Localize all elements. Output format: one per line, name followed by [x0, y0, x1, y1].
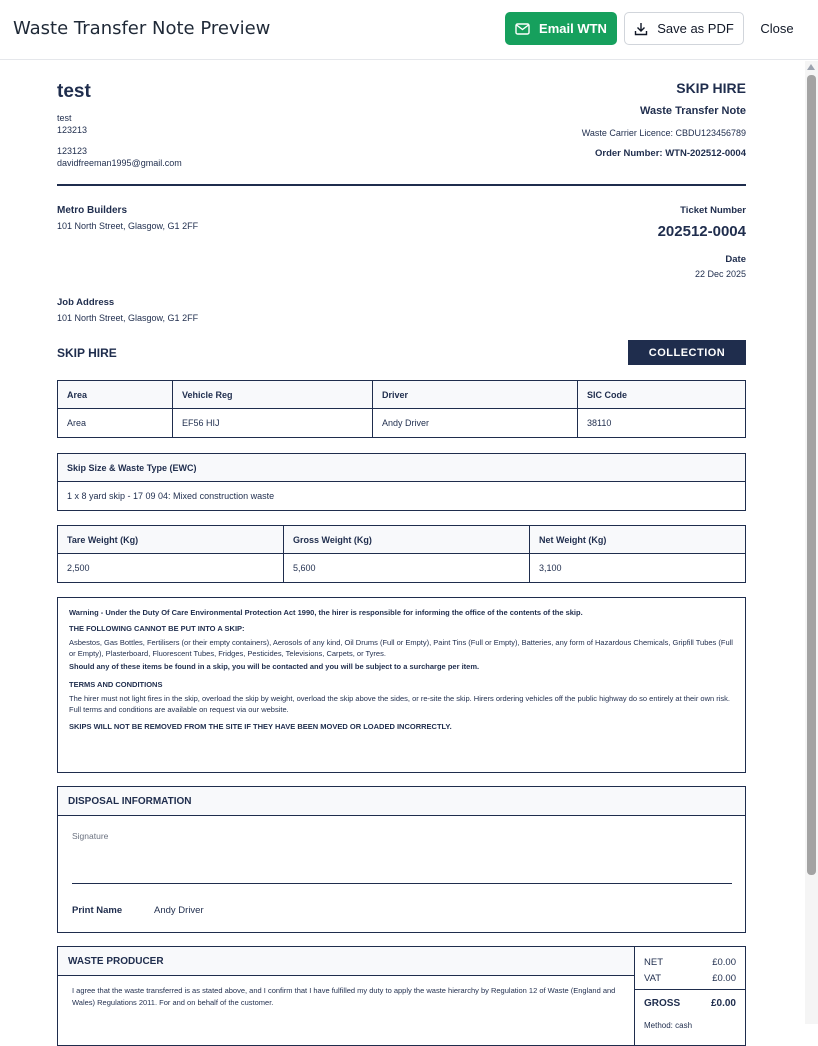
table-cell: 2,500 — [58, 554, 284, 583]
warning-text: Warning - Under the Duty Of Care Environmental Protection Act 1990, the hirer is responsible for informing the office of the contents of the skip. — [69, 608, 583, 617]
table-header: Vehicle Reg — [173, 381, 373, 409]
table-cell: 3,100 — [530, 554, 746, 583]
producer-text: I agree that the waste transferred is as stated above, and I confirm that I have fulfilled my duty to apply the waste hierarchy by Regulation 12 of Waste (England and Wales) Regulations 2011. For and on behalf of the customer. — [72, 986, 616, 1007]
table-header-row — [58, 454, 746, 482]
dialog-title: Waste Transfer Note Preview — [13, 18, 271, 39]
save-pdf-label: Save as PDF — [657, 21, 734, 36]
totals-divider — [635, 989, 745, 990]
table-header: SIC Code — [578, 381, 746, 409]
licence-number: Waste Carrier Licence: CBDU123456789 — [581, 128, 746, 138]
vat-value: £0.00 — [712, 973, 736, 984]
print-name-label: Print Name — [72, 905, 123, 916]
ticket-date: 22 Dec 2025 — [694, 269, 746, 279]
table-cell: 5,600 — [284, 554, 530, 583]
cannot-title: THE FOLLOWING CANNOT BE PUT INTO A SKIP: — [69, 624, 245, 633]
download-icon — [634, 22, 648, 36]
table-header-row — [58, 526, 746, 554]
surcharge-text: Should any of these items be found in a skip, you will be contacted and you will be subject to a surcharge per item. — [69, 662, 480, 671]
customer-name: Metro Builders — [57, 205, 128, 216]
job-address: 101 North Street, Glasgow, G1 2FF — [57, 313, 199, 323]
producer-title: WASTE PRODUCER — [58, 947, 634, 976]
net-label: NET — [644, 957, 663, 968]
table-header: Tare Weight (Kg) — [58, 526, 284, 554]
ticket-label: Ticket Number — [680, 205, 746, 216]
mail-icon — [515, 23, 530, 35]
signature-label: Signature — [72, 831, 109, 841]
scrollbar-thumb[interactable] — [807, 75, 816, 875]
gross-value: £0.00 — [710, 998, 736, 1009]
header-divider — [57, 184, 746, 186]
disposal-title: DISPOSAL INFORMATION — [58, 787, 745, 816]
customer-address: 101 North Street, Glasgow, G1 2FF — [57, 221, 199, 231]
order-number: Order Number: WTN-202512-0004 — [595, 148, 746, 159]
final-warning: SKIPS WILL NOT BE REMOVED FROM THE SITE IF THEY HAVE BEEN MOVED OR LOADED INCORRECTLY. — [69, 722, 452, 731]
table-cell: Area — [58, 409, 173, 438]
company-email: davidfreeman1995@gmail.com — [57, 158, 182, 168]
table-row — [58, 554, 746, 583]
totals-panel — [635, 947, 745, 1045]
producer-box — [57, 946, 746, 1046]
vehicle-table — [57, 380, 746, 438]
terms-title: TERMS AND CONDITIONS — [69, 680, 163, 689]
email-wtn-button[interactable] — [505, 12, 617, 45]
section-title: SKIP HIRE — [57, 346, 117, 360]
document-type: Waste Transfer Note — [640, 105, 746, 117]
close-button[interactable]: Close — [760, 21, 794, 36]
company-name: test — [57, 81, 91, 102]
payment-method: Method: cash — [644, 1021, 693, 1030]
vat-label: VAT — [644, 973, 662, 984]
document-scroll-area[interactable] — [0, 61, 805, 1030]
disposal-box — [57, 786, 746, 933]
save-pdf-button[interactable] — [624, 12, 744, 45]
table-header: Skip Size & Waste Type (EWC) — [58, 454, 746, 482]
job-address-label: Job Address — [57, 297, 115, 308]
date-label: Date — [725, 254, 746, 265]
table-cell: 38110 — [578, 409, 746, 438]
service-title: SKIP HIRE — [676, 80, 746, 96]
company-line-1: test — [57, 113, 72, 123]
cannot-list: Asbestos, Gas Bottles, Fertilisers (or their empty containers), Aerosols of any kind, Oil Drums (Full or Empty), Paint Tins (Full or Empty), Batteries, any form of Hazardous Chemicals, Gripfill Tubes (Full or Empty), Plasterboard, Fluorescent Tubes, Fridges, Pesticides, Televisions, Carpets, or Tyres. — [69, 638, 733, 658]
net-value: £0.00 — [712, 957, 736, 968]
table-cell: EF56 HIJ — [173, 409, 373, 438]
warning-box — [57, 597, 746, 773]
skip-table — [57, 453, 746, 511]
producer-section — [58, 947, 635, 1045]
table-header: Driver — [373, 381, 578, 409]
dialog-header — [0, 0, 818, 60]
weight-table — [57, 525, 746, 583]
collection-badge: COLLECTION — [628, 340, 746, 365]
scroll-up-arrow-icon[interactable] — [807, 64, 815, 70]
table-row — [58, 482, 746, 511]
table-cell: Andy Driver — [373, 409, 578, 438]
table-header: Net Weight (Kg) — [530, 526, 746, 554]
table-cell: 1 x 8 yard skip - 17 09 04: Mixed construction waste — [58, 482, 746, 511]
email-wtn-label: Email WTN — [539, 21, 607, 36]
company-line-2: 123213 — [57, 125, 88, 135]
terms-text: The hirer must not light fires in the skip, overload the skip by weight, overload the skip above the sides, or re-site the skip. Hirers ordering vehicles off the public highway do so entirely at their own risk. Full terms and conditions are available on request via our website. — [69, 694, 731, 714]
table-row — [58, 409, 746, 438]
table-header-row — [58, 381, 746, 409]
signature-line[interactable] — [72, 883, 732, 884]
table-header: Gross Weight (Kg) — [284, 526, 530, 554]
gross-label: GROSS — [644, 998, 681, 1009]
table-header: Area — [58, 381, 173, 409]
print-name-value: Andy Driver — [154, 905, 204, 916]
ticket-number: 202512-0004 — [657, 223, 746, 240]
company-line-3: 123123 — [57, 146, 88, 156]
